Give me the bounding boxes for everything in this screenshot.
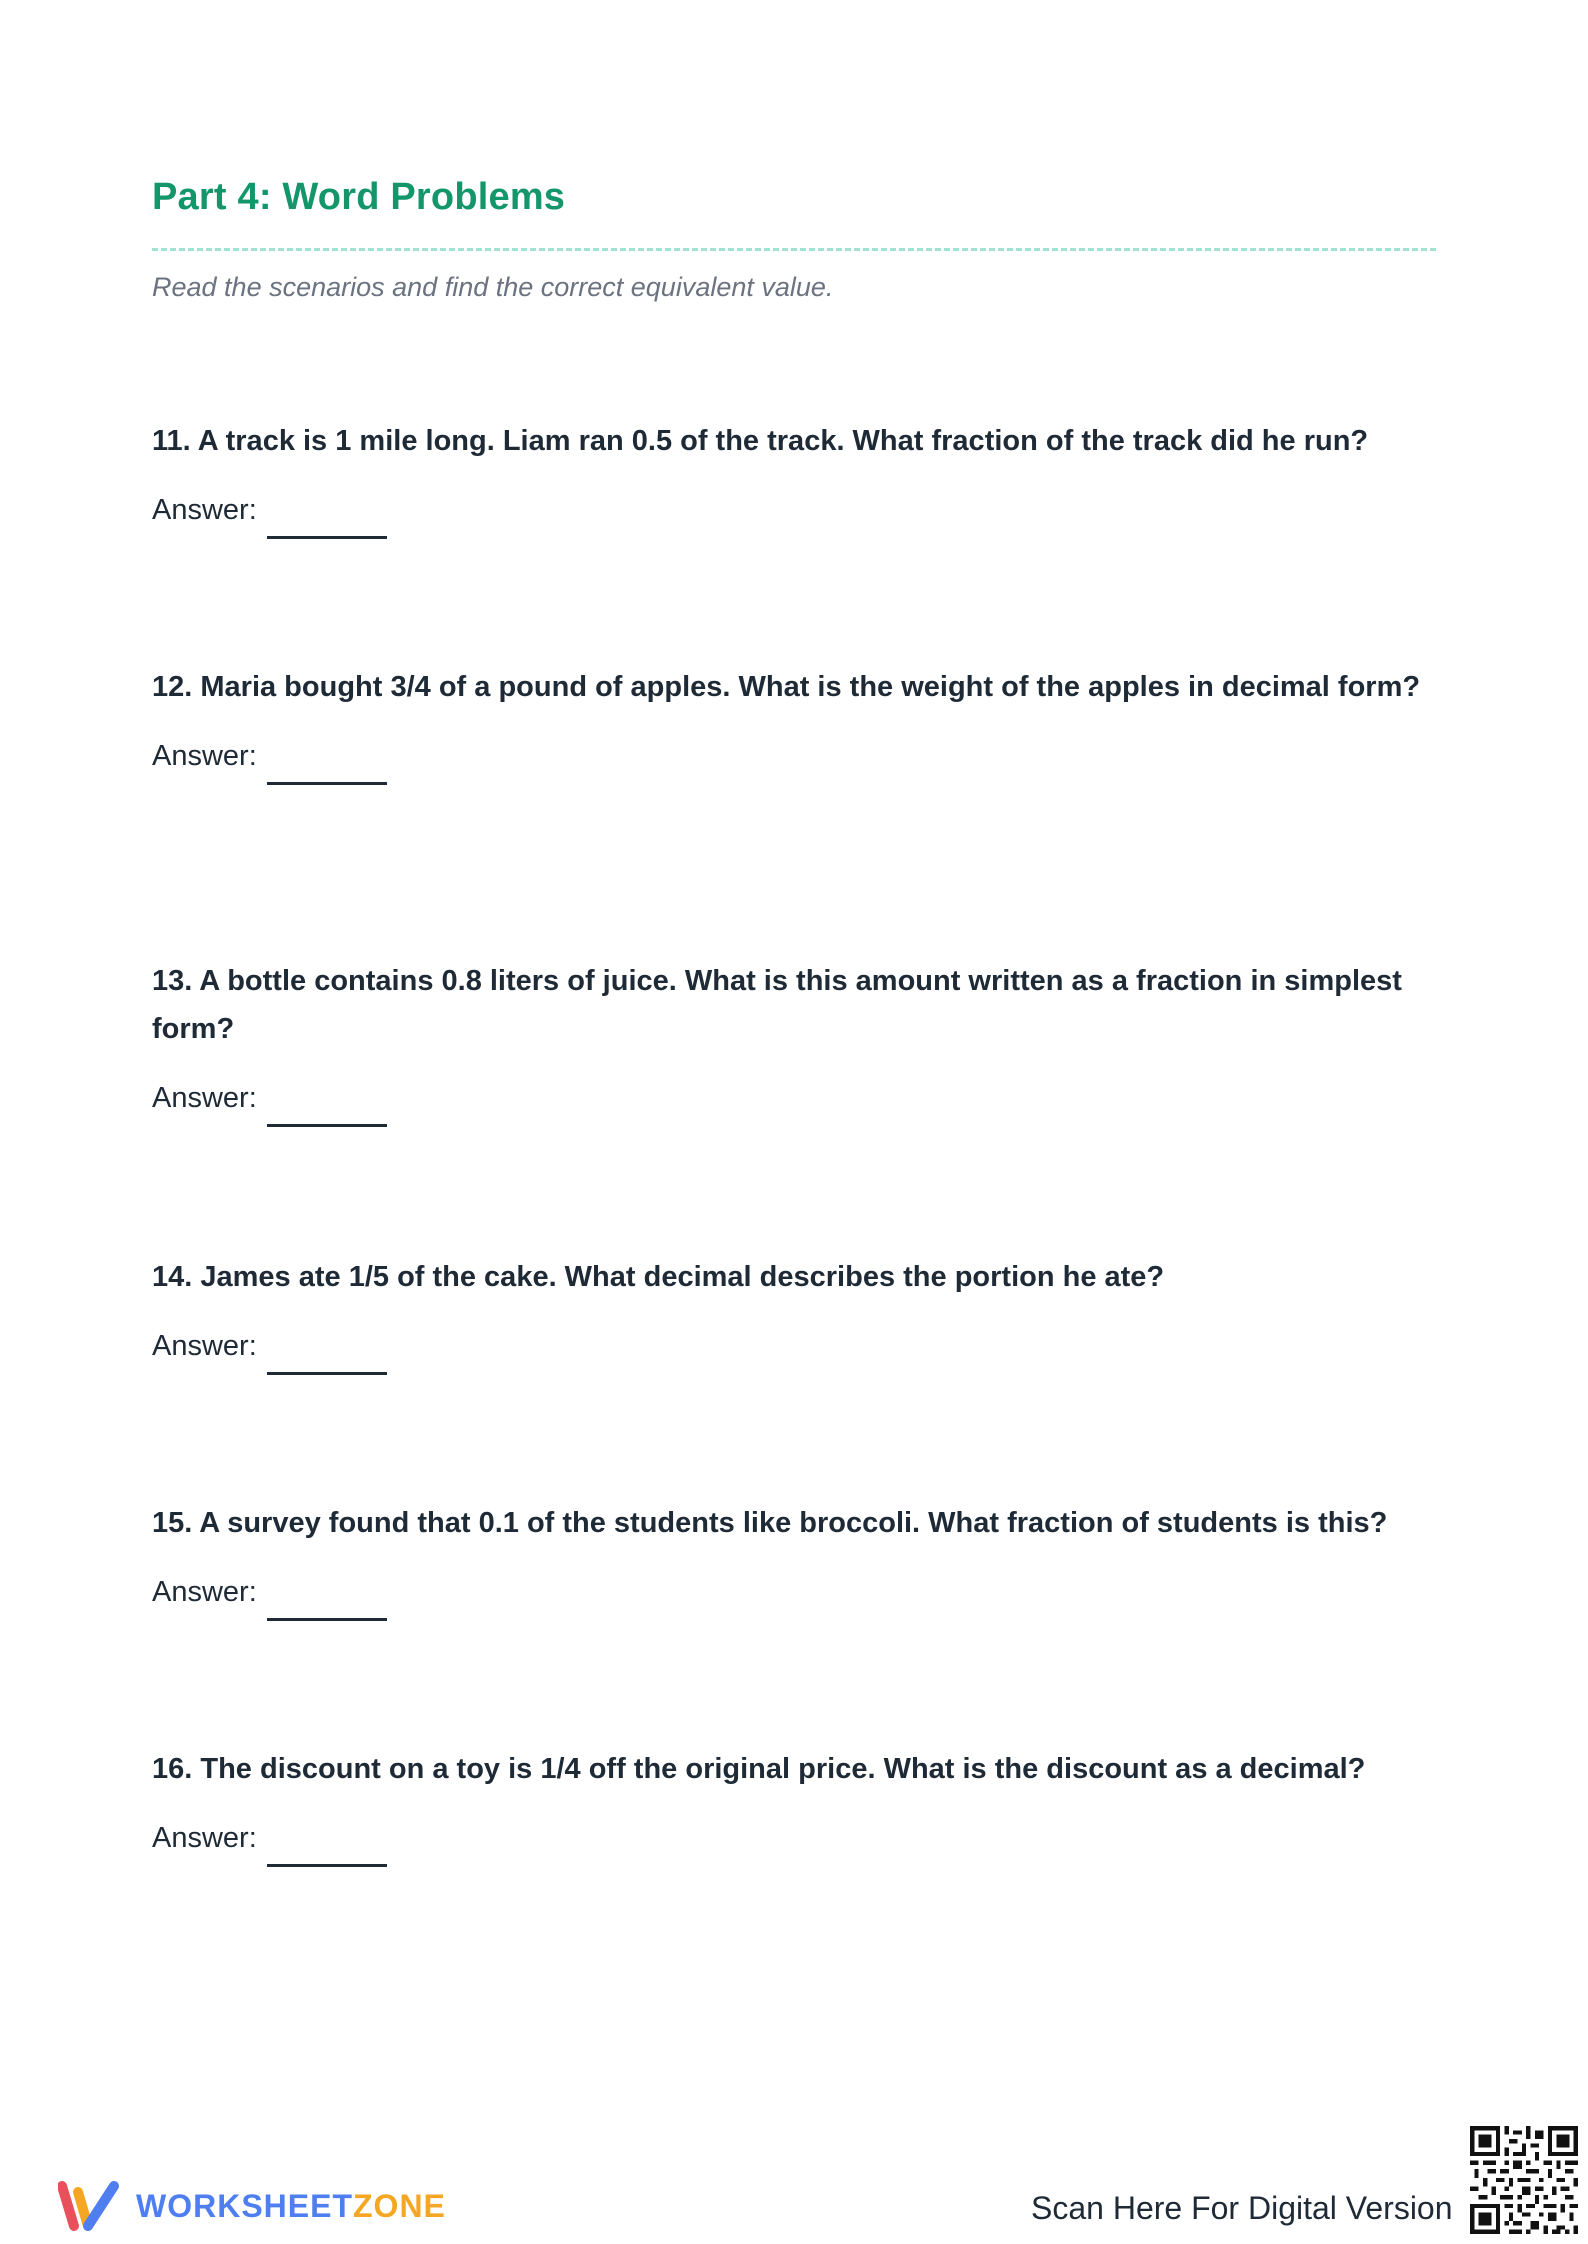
answer-label: Answer: bbox=[152, 1576, 257, 1608]
question-text: 16. The discount on a toy is 1/4 off the original price. What is the discount as a decimal? bbox=[152, 1753, 1366, 1785]
brand-name bbox=[136, 2188, 446, 2225]
answer-row bbox=[152, 1081, 1442, 1115]
answer-label: Answer: bbox=[152, 1822, 257, 1854]
answer-row bbox=[152, 493, 1442, 527]
answer-blank[interactable] bbox=[267, 1618, 387, 1621]
brand-logo-icon bbox=[58, 2178, 124, 2234]
scan-instruction: Scan Here For Digital Version bbox=[1031, 2190, 1453, 2226]
brand-name-part-b: ZONE bbox=[353, 2187, 446, 2224]
question-text: 11. A track is 1 mile long. Liam ran 0.5 of the track. What fraction of the track did he run? bbox=[152, 425, 1369, 457]
question-text: 13. A bottle contains 0.8 liters of juice. What is this amount written as a fraction in simplest form? bbox=[152, 965, 1402, 1045]
answer-blank[interactable] bbox=[267, 1864, 387, 1867]
answer-row bbox=[152, 1821, 1442, 1855]
question-16 bbox=[152, 1745, 1442, 1855]
answer-blank[interactable] bbox=[267, 1124, 387, 1127]
answer-label: Answer: bbox=[152, 740, 257, 772]
answer-row bbox=[152, 1329, 1442, 1363]
qr-code-icon[interactable] bbox=[1470, 2126, 1578, 2234]
question-13 bbox=[152, 957, 1442, 1115]
answer-label: Answer: bbox=[152, 494, 257, 526]
question-11 bbox=[152, 417, 1442, 527]
answer-blank[interactable] bbox=[267, 536, 387, 539]
page-title: Part 4: Word Problems bbox=[152, 176, 566, 218]
instructions: Read the scenarios and find the correct equivalent value. bbox=[152, 272, 834, 302]
answer-label: Answer: bbox=[152, 1082, 257, 1114]
answer-row bbox=[152, 1575, 1442, 1609]
answer-blank[interactable] bbox=[267, 1372, 387, 1375]
question-text: 15. A survey found that 0.1 of the students like broccoli. What fraction of students is this? bbox=[152, 1507, 1388, 1539]
answer-label: Answer: bbox=[152, 1330, 257, 1362]
question-15 bbox=[152, 1499, 1442, 1609]
brand-logo bbox=[58, 2178, 446, 2234]
title-divider bbox=[152, 248, 1436, 251]
question-text: 12. Maria bought 3/4 of a pound of apples. What is the weight of the apples in decimal form? bbox=[152, 671, 1421, 703]
brand-name-part-a: WORKSHEET bbox=[136, 2187, 353, 2224]
answer-row bbox=[152, 739, 1442, 773]
answer-blank[interactable] bbox=[267, 782, 387, 785]
question-text: 14. James ate 1/5 of the cake. What decimal describes the portion he ate? bbox=[152, 1261, 1165, 1293]
question-12 bbox=[152, 663, 1442, 773]
question-14 bbox=[152, 1253, 1442, 1363]
